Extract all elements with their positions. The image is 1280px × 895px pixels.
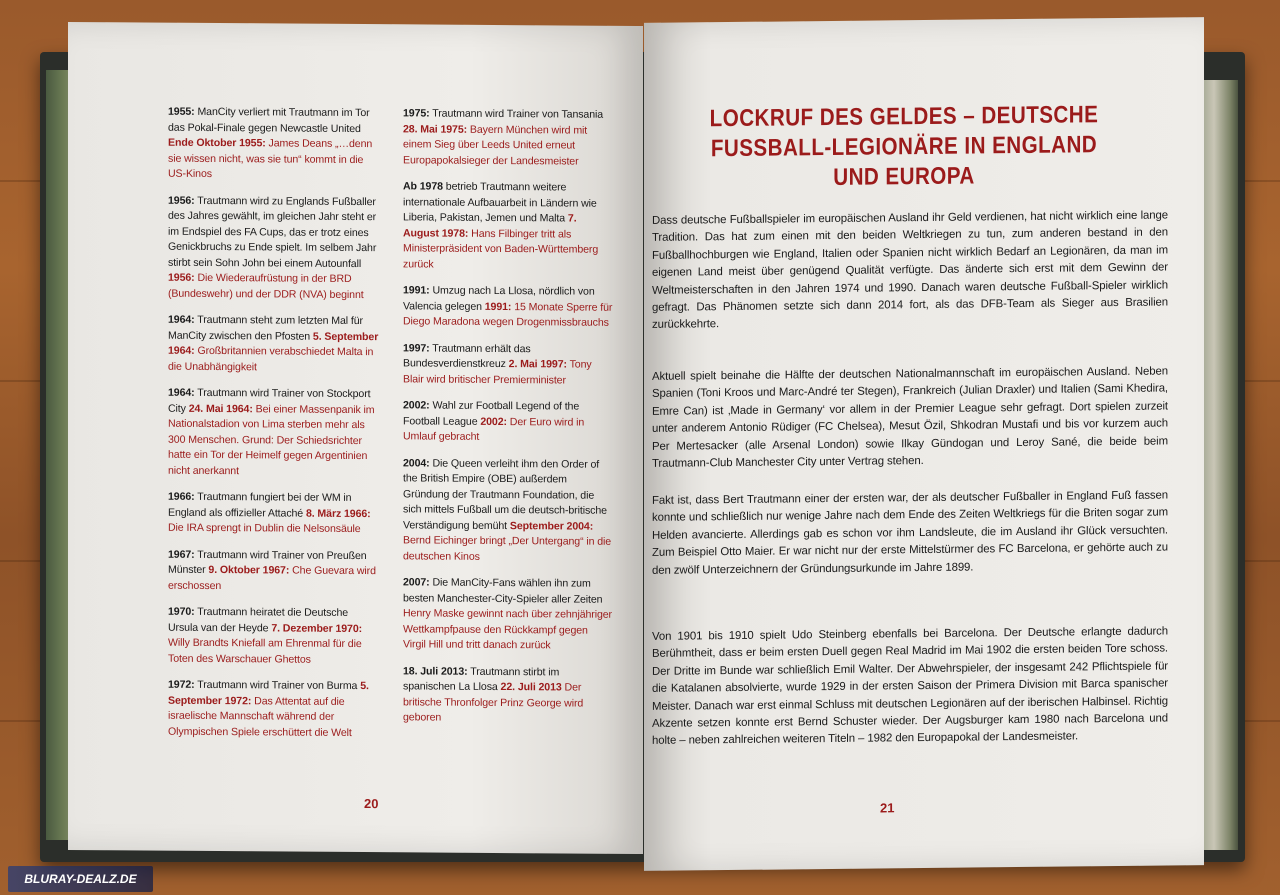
right-page xyxy=(644,17,1204,871)
entry-year: 1964: xyxy=(168,313,195,326)
timeline-entry xyxy=(403,283,613,331)
entry-event: Großbritannien verabschiedet Malta in die Unabhängigkeit xyxy=(168,344,374,373)
entry-date: 2. Mai 1997: xyxy=(508,358,567,371)
entry-year: 1964: xyxy=(168,386,195,399)
paragraph: Fakt ist, dass Bert Trautmann einer der ersten war, der als deutscher Fußballer in England Fuß fassen konnte und schließlich nur wenige Jahre nach dem Ende des Zeiten Weltkriegs für die Briten sogar zum Helden avancierte. Allerdings gab es schon vor ihm Landsleute, die im Ausland ihr Glück versuchten. Zum Beispiel Otto Maier. Er war nicht nur der erste Mittelstürmer des FC Barcelona, er gehörte auch zu den zwölf Unterzeichnern der Gründungsurkunde im Jahre 1899. xyxy=(652,489,1168,577)
entry-event: Tony Blair wird britischer Premierminister xyxy=(403,358,592,386)
page-number-left: 20 xyxy=(364,796,379,812)
entry-event: Henry Maske gewinnt nach über zehnjähriger Wettkampfpause den Rückkampf gegen Virgil Hill und tritt danach zurück xyxy=(403,607,612,652)
entry-event: Bernd Eichinger bringt „Der Untergang“ in die deutschen Kinos xyxy=(403,534,612,563)
timeline-entry xyxy=(403,456,613,566)
entry-year: Ab 1978 xyxy=(403,180,443,193)
entry-event: Die Wiederaufrüstung in der BRD (Bundeswehr) und der DDR (NVA) beginnt xyxy=(168,271,364,301)
entry-text: Trautmann wird Trainer von Burma xyxy=(194,678,361,693)
entry-year: 1966: xyxy=(168,490,195,503)
entry-year: 1975: xyxy=(403,107,430,120)
entry-text: Trautmann wird Trainer von Tansania xyxy=(429,107,604,121)
entry-date: 9. Oktober 1967: xyxy=(208,563,290,577)
entry-text: betrieb Trautmann weitere internationale Aufbauarbeit in Ländern wie Liberia, Pakistan, Jemen und Malta xyxy=(403,180,597,225)
entry-year: 1972: xyxy=(168,678,195,691)
entry-year: 2004: xyxy=(403,456,430,470)
entry-year: 1970: xyxy=(168,605,195,618)
entry-year: 2002: xyxy=(403,399,430,412)
entry-year: 1955: xyxy=(168,105,195,118)
timeline-entry xyxy=(168,386,380,480)
entry-date: 22. Juli 2013 xyxy=(500,681,562,694)
entry-text: ManCity verliert mit Trautmann im Tor das Pokal-Finale gegen Newcastle United xyxy=(168,105,370,135)
timeline-entry xyxy=(168,105,380,184)
entry-date: 8. März 1966: xyxy=(305,507,371,520)
timeline-entry xyxy=(168,605,380,668)
timeline-column-2 xyxy=(403,106,613,738)
entry-date: 2002: xyxy=(480,415,507,428)
chapter-heading: LOCKRUF DES GELDES – DEUTSCHE FUSSBALL-LEGIONÄRE IN ENGLAND UND EUROPA xyxy=(709,101,1099,191)
entry-date: Ende Oktober 1955: xyxy=(168,136,266,150)
entry-date: 7. Dezember 1970: xyxy=(271,621,363,635)
timeline-entry xyxy=(403,106,613,169)
timeline-entry xyxy=(403,341,613,389)
entry-year: 2007: xyxy=(403,576,430,589)
entry-date: 1956: xyxy=(168,271,195,284)
entry-text: Trautmann heiratet die Deutsche Ursula van der Heyde xyxy=(168,605,349,634)
timeline-entry xyxy=(168,678,380,741)
entry-event: Willy Brandts Kniefall am Ehrenmal für die Toten des Warschauer Ghettos xyxy=(168,636,362,666)
timeline-entry xyxy=(168,313,380,376)
entry-date: 1991: xyxy=(484,300,512,313)
entry-event: Die IRA sprengt in Dublin die Nelsonsäule xyxy=(168,521,361,536)
entry-event: Che Guevara wird erschossen xyxy=(168,564,376,592)
cover-edge-right xyxy=(1198,80,1238,850)
entry-date: 28. Mai 1975: xyxy=(403,122,468,136)
paragraph: Dass deutsche Fußballspieler im europäischen Ausland ihr Geld verdienen, hat nicht wirklich eine lange Tradition. Das hat zum einen mit den beiden Weltkriegen zu tun, zum anderen bestand in den Fußballhochburgen wie England, Italien oder Spanien nicht wirklich Bedarf an Legionären, da man im eigenen Land meist über genügend Qualität verfügte. Das änderte sich erst mit dem Gewinn der Weltmeisterschaften in den Jahren 1974 und 1990. Danach waren deutsche Fußball-Spieler wirklich gefragt. Das Phänomen setzte sich dann 2014 fort, als das DFB-Team als Sieger aus Brasilien zurückkehrte. xyxy=(652,209,1168,332)
entry-year: 1967: xyxy=(168,548,195,561)
entry-event: Bayern München wird mit einem Sieg über Leeds United erneut Europapokalsieger der Landesmeister xyxy=(403,123,588,168)
entry-year: 1991: xyxy=(403,284,430,297)
entry-event: Hans Filbinger tritt als Ministerpräsident von Baden-Württemberg zurück xyxy=(403,227,599,271)
entry-text: Trautmann wird Trainer von Preußen Münster xyxy=(168,548,367,576)
timeline-entry xyxy=(403,398,613,446)
entry-event: Bei einer Massenpanik im Nationalstadion von Lima sterben mehr als 300 Menschen. Grund: Der Schiedsrichter hatte ein Tor der Heimelf gegen Argentinien nicht anerkannt xyxy=(168,402,375,477)
entry-text: Umzug nach La Llosa, nördlich von Valencia gelegen xyxy=(403,284,595,313)
entry-year: 1997: xyxy=(403,341,430,355)
timeline-entry xyxy=(403,575,613,654)
entry-date: September 2004: xyxy=(509,519,594,533)
timeline-entry xyxy=(168,547,380,595)
entry-text: Die Queen verleiht ihm den Order of the British Empire (OBE) außerdem Gründung der Trautmann Foundation, die sich mittels Fußball um die deutsch-britische Verständigung bemüht xyxy=(403,457,607,532)
entry-event: Der britische Thronfolger Prinz George wird geboren xyxy=(403,681,584,724)
entry-event: 15 Monate Sperre für Diego Maradona wegen Drogenmissbrauchs xyxy=(403,300,613,329)
timeline-entry xyxy=(168,490,380,538)
entry-text: Trautmann wird Trainer von Stockport City xyxy=(168,386,371,415)
entry-text: Die ManCity-Fans wählen ihn zum besten Manchester-City-Spieler aller Zeiten xyxy=(403,576,603,606)
paragraph: Von 1901 bis 1910 spielt Udo Steinberg ebenfalls bei Barcelona. Der Deutsche erlangte dadurch Berühmtheit, dass er beim ersten Duell gegen Real Madrid im Mai 1902 die ersten beiden Tore schoss. Der Dritte im Bunde war schließlich Emil Walter. Der Abwehrspieler, der insgesamt 242 Pflichtspiele für die Katalanen absolvierte, wurde 1929 in der ersten Saison der Primera Division mit Barca spanischer Meister. Danach war erst einmal Schluss mit deutschen Legionären auf der iberischen Halbinsel. Richtig Akzente setzen konnte erst Bernd Schuster wieder. Der Augsburger kam 1980 nach Barcelona und holte – neben zahlreichen weiteren Titeln – 1982 den Europapokal der Landesmeister. xyxy=(652,625,1168,748)
entry-date: 5. September 1964: xyxy=(168,330,379,357)
entry-event: Das Attentat auf die israelische Mannschaft während der Olympischen Spiele erschüttert die Welt xyxy=(168,694,352,739)
entry-event: James Deans „…denn sie wissen nicht, was sie tun“ kommt in die US-Kinos xyxy=(168,137,373,180)
timeline-entry xyxy=(403,664,613,727)
entry-text: Trautmann stirbt im spanischen La Llosa xyxy=(403,665,560,694)
paragraph: Aktuell spielt beinahe die Hälfte der deutschen Nationalmannschaft im europäischen Ausland. Neben Spanien (Toni Kroos und Marc-André ter Stegen), Frankreich (Julian Draxler) und Italien (Sami Khedira, Emre Can) ist ‚Made in Germany‘ vor allem in der Premier League sehr gefragt. Dort spielen zurzeit unter anderem Antonio Rüdiger (FC Chelsea), Mesut Özil, Shkodran Mustafi und bis vor kurzem auch Per Mertesacker (alle Arsenal London) sowie Ilkay Gündogan und Leroy Sané, die beide beim Trautmann-Club Manchester City unter Vertrag stehen. xyxy=(652,365,1168,470)
left-page xyxy=(68,22,643,854)
entry-text: Trautmann erhält das Bundesverdienstkreuz xyxy=(403,342,531,371)
entry-year: 18. Juli 2013: xyxy=(403,664,468,678)
entry-event: Der Euro wird in Umlauf gebracht xyxy=(403,415,585,443)
timeline-entry xyxy=(168,193,380,303)
entry-year: 1956: xyxy=(168,194,195,207)
entry-text: Trautmann wird zu Englands Fußballer des Jahres gewählt, im gleichen Jahr steht er im Endspiel des FA Cups, das er trotz eines Genickbruchs zu Ende spielt. Im selbem Jahr stirbt sein Sohn John bei einem Autounfall xyxy=(168,194,377,270)
page-number-right: 21 xyxy=(880,800,895,816)
timeline-entry xyxy=(403,179,613,273)
entry-date: 7. August 1978: xyxy=(403,212,577,240)
timeline-column-1 xyxy=(168,105,380,752)
entry-text: Wahl zur Football Legend of the Football League xyxy=(403,399,580,428)
entry-text: Trautmann fungiert bei der WM in England als offizieller Attaché xyxy=(168,490,352,520)
entry-text: Trautmann steht zum letzten Mal für ManCity zwischen den Pfosten xyxy=(168,313,363,343)
entry-date: 5. September 1972: xyxy=(168,680,369,707)
entry-date: 24. Mai 1964: xyxy=(188,402,253,415)
site-watermark: BLURAY-DEALZ.DE xyxy=(8,866,153,892)
